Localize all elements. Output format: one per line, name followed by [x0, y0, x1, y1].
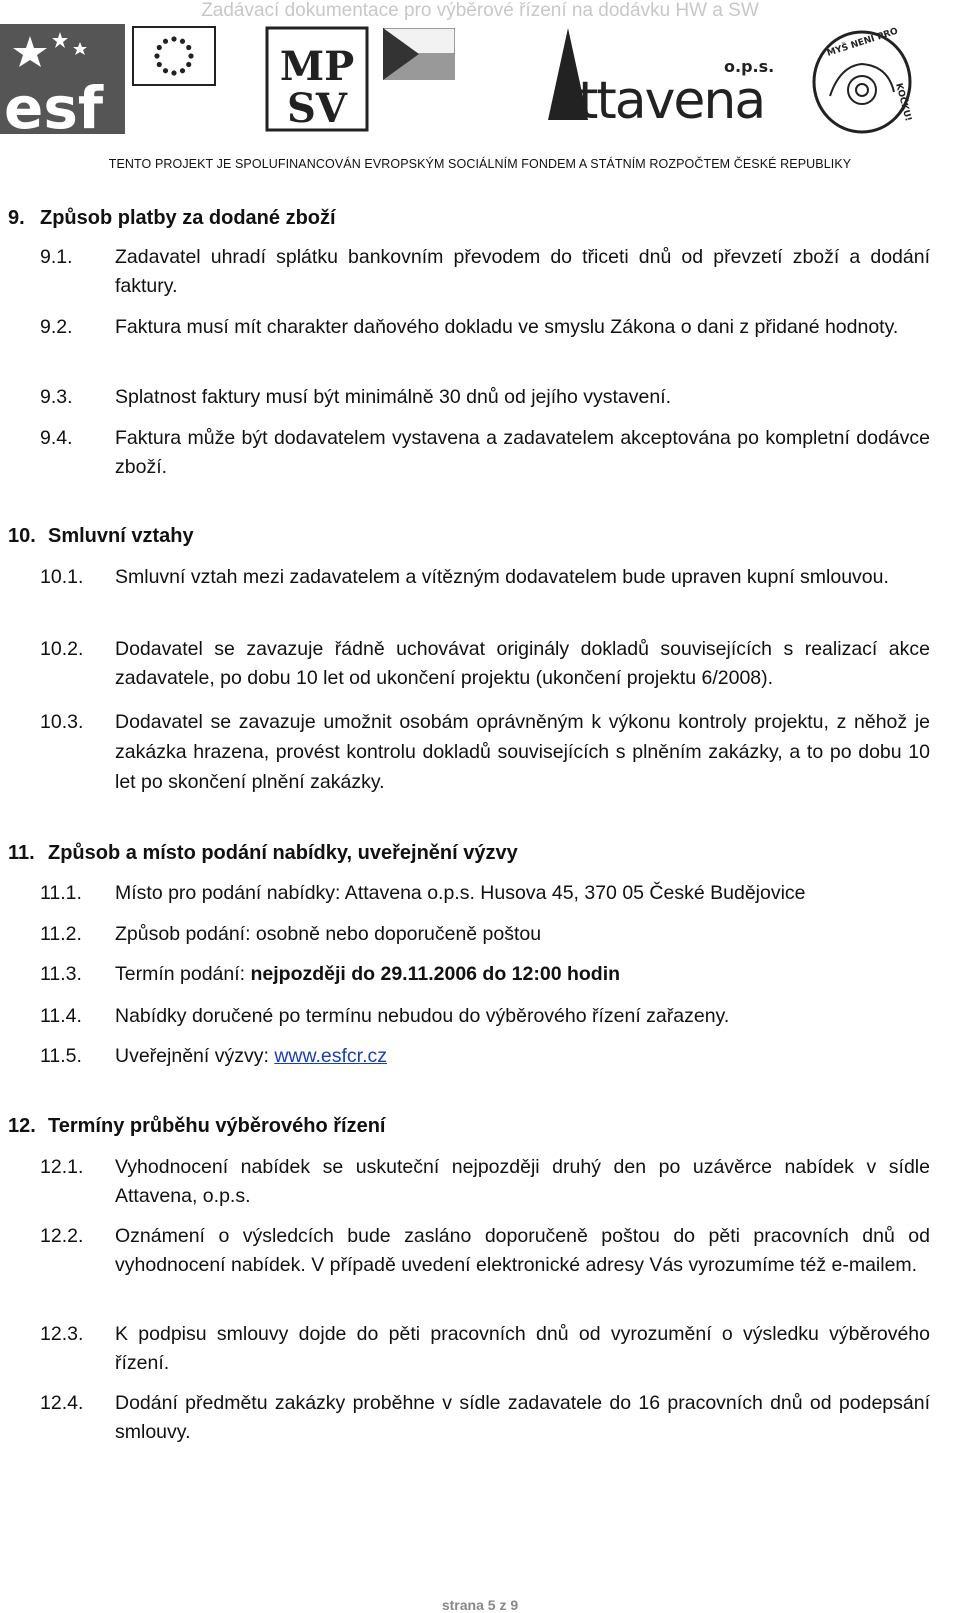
page-number: strana 5 z 9	[441, 1597, 519, 1613]
eu-star-icon	[186, 45, 191, 50]
item-number: 11.1.	[40, 882, 82, 904]
svg-text:KOČKU!: KOČKU!	[893, 82, 913, 123]
item-text: Dodavatel se zavazuje řádně uchovávat originály dokladů souvisejících s realizací akce zadavatele, po dobu 10 let od ukončení projektu (ukončení projektu 6/2008).	[115, 638, 930, 689]
svg-text:MYŠ NENÍ PRO: MYŠ NENÍ PRO	[825, 26, 900, 59]
mys-neni-pro-kocku-logo	[810, 26, 915, 134]
deadline-value: nejpozději do 29.11.2006 do 12:00 hodin	[250, 963, 621, 985]
eu-star-icon	[157, 62, 162, 67]
eu-star-icon	[163, 68, 168, 73]
item-number: 12.1.	[40, 1156, 84, 1178]
section-title: Způsob platby za dodané zboží	[40, 207, 336, 229]
esfcr-link[interactable]: www.esfcr.cz	[274, 1045, 387, 1067]
item-text: Místo pro podání nabídky: Attavena o.p.s. Husova 45, 370 05 České Budějovice	[115, 882, 806, 904]
deadline-label: Termín podání:	[115, 963, 251, 985]
item-text: Způsob podání: osobně nebo doporučeně poštou	[115, 923, 542, 945]
item-number: 11.2.	[40, 923, 82, 945]
eu-star-icon	[186, 62, 191, 67]
item-text: Smluvní vztah mezi zadavatelem a vítězným dodavatelem bude upraven kupní smlouvou.	[115, 566, 889, 588]
section-number: 11.	[8, 842, 35, 864]
item-number: 10.3.	[40, 711, 84, 733]
item-number: 10.1.	[40, 566, 84, 588]
item-number: 10.2.	[40, 638, 84, 660]
section-number: 12.	[8, 1115, 36, 1137]
eu-star-icon	[171, 36, 176, 41]
item-text: Dodání předmětu zakázky proběhne v sídle zadavatele do 16 pracovních dnů od podepsání smlouvy.	[115, 1392, 930, 1443]
section-title: Termíny průběhu výběrového řízení	[48, 1115, 386, 1137]
item-number: 9.1.	[40, 246, 73, 268]
section-title: Smluvní vztahy	[48, 525, 194, 547]
attavena-ops: o.p.s.	[724, 57, 775, 76]
section-number: 9.	[8, 207, 25, 229]
eu-flag-logo	[132, 26, 216, 86]
item-text: Splatnost faktury musí být minimálně 30 dnů od jejího vystavení.	[115, 386, 672, 408]
eu-star-icon	[157, 45, 162, 50]
esf-logo	[0, 24, 125, 134]
item-number: 12.4.	[40, 1392, 84, 1414]
item-text: K podpisu smlouvy dojde do pěti pracovních dnů od vyrozumění o výsledku výběrového řízení.	[115, 1323, 930, 1374]
svg-text:ttavena: ttavena	[578, 71, 765, 124]
item-text: Oznámení o výsledcích bude zasláno doporučeně poštou do pěti pracovních dnů od vyhodnocení nabídek. V případě uvedení elektronické adresy Vás vyrozumíme též e-mailem.	[115, 1225, 930, 1276]
header-title: Zadávací dokumentace pro výběrové řízení na dodávku HW a SW	[201, 0, 759, 21]
eu-star-icon	[163, 39, 168, 44]
item-text: Faktura musí mít charakter daňového dokladu ve smyslu Zákona o dani z přidané hodnoty.	[115, 316, 899, 338]
eu-star-icon	[171, 70, 176, 75]
esf-logo-text: esf	[4, 74, 104, 134]
svg-text:MP: MP	[279, 43, 355, 90]
eu-star-icon	[180, 39, 185, 44]
eu-star-icon	[188, 53, 193, 58]
item-text: Vyhodnocení nabídek se uskuteční nejpozději druhý den po uzávěrce nabídek v sídle Attavena, o.p.s.	[115, 1156, 930, 1207]
item-text: Faktura může být dodavatelem vystavena a zadavatelem akceptována po kompletní dodávce zboží.	[115, 427, 930, 478]
project-tagline: TENTO PROJEKT JE SPOLUFINANCOVÁN EVROPSKÝM SOCIÁLNÍM FONDEM A STÁTNÍM ROZPOČTEM ČESKÉ REPUBLIKY	[108, 157, 852, 171]
item-number: 9.4.	[40, 427, 73, 449]
item-number: 11.4.	[40, 1005, 82, 1027]
item-number: 12.2.	[40, 1225, 84, 1247]
czech-flag-logo	[383, 28, 455, 80]
section-title: Způsob a místo podání nabídky, uveřejnění výzvy	[48, 842, 518, 864]
item-text: Zadavatel uhradí splátku bankovním převodem do třiceti dnů od převzetí zboží a dodání faktury.	[115, 246, 930, 297]
publication-label: Uveřejnění výzvy:	[115, 1045, 275, 1067]
item-text: Dodavatel se zavazuje umožnit osobám oprávněným k výkonu kontroly projektu, z něhož je zakázka hrazena, provést kontrolu dokladů souvisejících s plněním zakázky, a to po dobu 10 let po skončení plnění zakázky.	[115, 711, 930, 793]
eu-star-icon	[180, 68, 185, 73]
item-number: 9.3.	[40, 386, 73, 408]
item-number: 9.2.	[40, 316, 73, 338]
item-number: 12.3.	[40, 1323, 84, 1345]
svg-text:SV: SV	[287, 85, 347, 132]
attavena-logo	[538, 28, 788, 124]
mpsv-logo	[265, 26, 369, 132]
section-number: 10.	[8, 525, 36, 547]
item-text: Nabídky doručené po termínu nebudou do výběrového řízení zařazeny.	[115, 1005, 730, 1027]
item-number: 11.3.	[40, 963, 82, 985]
eu-star-icon	[154, 53, 159, 58]
item-number: 11.5.	[40, 1045, 82, 1067]
